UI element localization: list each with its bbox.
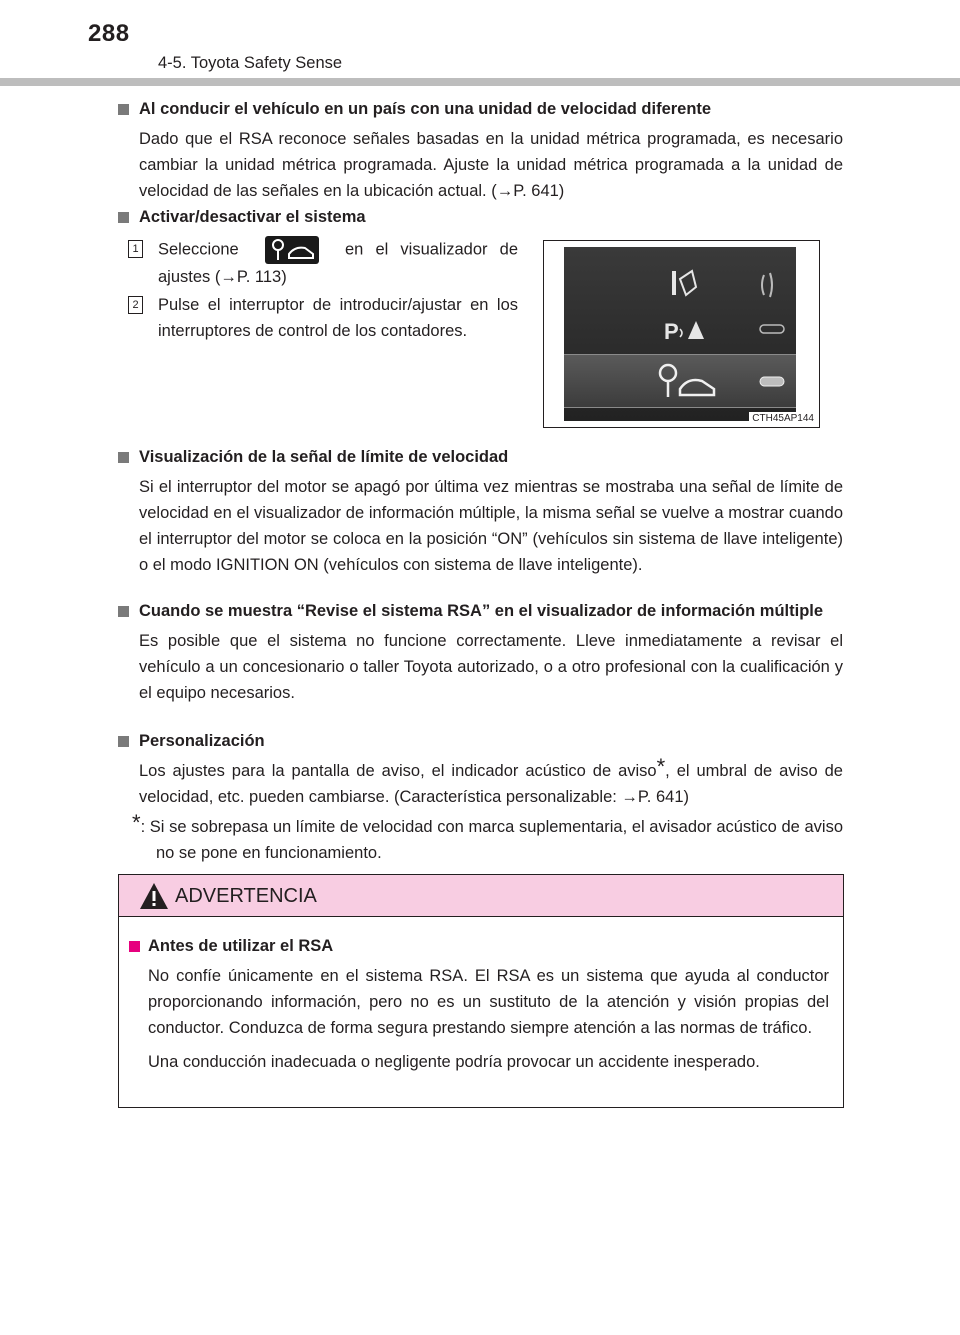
page-number: 288 [88, 20, 130, 47]
section-heading: Activar/desactivar el sistema [118, 204, 843, 230]
header-rule [0, 78, 960, 86]
bullet-square-icon [118, 212, 129, 223]
rsa-sign-icon [265, 236, 319, 264]
display-screen [564, 247, 796, 421]
warning-heading: Antes de utilizar el RSA [129, 933, 829, 959]
warning-box [118, 874, 844, 1108]
footnote: *: Si se sobrepasa un límite de velocidad con marca suplementaria, el avisador acústico de aviso no se pone en funcionamiento. [132, 810, 843, 862]
warning-paragraph-2: Una conducción inadecuada o negligente podría provocar un accidente inesperado. [148, 1053, 760, 1071]
asterisk-mark: * [656, 754, 666, 779]
section-body: Dado que el RSA reconoce señales basadas en la unidad métrica programada, es necesario cambiar la unidad métrica programada. Ajuste la unidad métrica programada a la unidad de velocidad de las señales en la ubicación actual. (→P. 641) [139, 130, 843, 200]
section-heading: Cuando se muestra “Revise el sistema RSA” en el visualizador de información múltiple [118, 598, 843, 624]
step-number: 1 [128, 240, 143, 258]
section-heading: Visualización de la señal de límite de velocidad [118, 444, 843, 470]
bullet-square-icon [118, 736, 129, 747]
section-heading: Personalización [118, 728, 843, 754]
section-heading: Al conducir el vehículo en un país con una unidad de velocidad diferente [118, 96, 843, 122]
section-check-rsa [118, 598, 843, 706]
warning-triangle-icon [139, 882, 169, 910]
warning-header [119, 875, 843, 917]
warning-paragraph-1: No confíe únicamente en el sistema RSA. El RSA es un sistema que ayuda al conductor proporcionando información, pero no es un sustituto de la atención y visión propias del conductor. Conduzca de forma segura prestando siempre atención a las normas de tráfico. [148, 967, 829, 1037]
figure-code: CTH45AP144 [749, 412, 817, 425]
svg-text:P: P [664, 319, 679, 344]
section-body: Los ajustes para la pantalla de aviso, el indicador acústico de aviso*, el umbral de aviso de velocidad, etc. pueden cambiarse. (Característica personalizable: →P. 641) [139, 754, 843, 806]
step-number: 2 [128, 296, 143, 314]
bullet-square-icon [118, 606, 129, 617]
section-body: Es posible que el sistema no funcione correctamente. Lleve inmediatamente a revisar el vehículo a un concesionario o taller Toyota autorizado, o a otro profesional con la cualificación y el equipo necesarios. [139, 632, 843, 702]
section-activate [118, 204, 843, 230]
warning-body [129, 933, 829, 1075]
warning-title: ADVERTENCIA [175, 885, 317, 907]
bullet-square-icon [118, 104, 129, 115]
section-body: Si el interruptor del motor se apagó por última vez mientras se mostraba una señal de límite de velocidad en el visualizador de información múltiple, la misma señal se vuelve a mostrar cuando el interruptor del motor se coloca en la posición “ON” (vehículos sin sistema de llave inteligente) o el modo IGNITION ON (vehículos con sistema de llave inteligente). [139, 478, 843, 574]
settings-display-figure [543, 240, 820, 428]
section-speed-unit [118, 96, 843, 204]
step-1: 1 Seleccione en el visualizador de ajustes (→P. 113) [128, 236, 518, 290]
footnote-mark: * [132, 810, 141, 835]
section-customization [118, 728, 843, 866]
page-header [0, 0, 960, 80]
step-2: 2 Pulse el interruptor de introducir/ajustar en los interruptores de control de los contadores. [128, 292, 518, 344]
section-title: 4-5. Toyota Safety Sense [158, 54, 343, 72]
selected-row-rsa [564, 354, 796, 408]
bullet-square-icon [118, 452, 129, 463]
section-speed-sign-display [118, 444, 843, 578]
bullet-square-icon [129, 941, 140, 952]
